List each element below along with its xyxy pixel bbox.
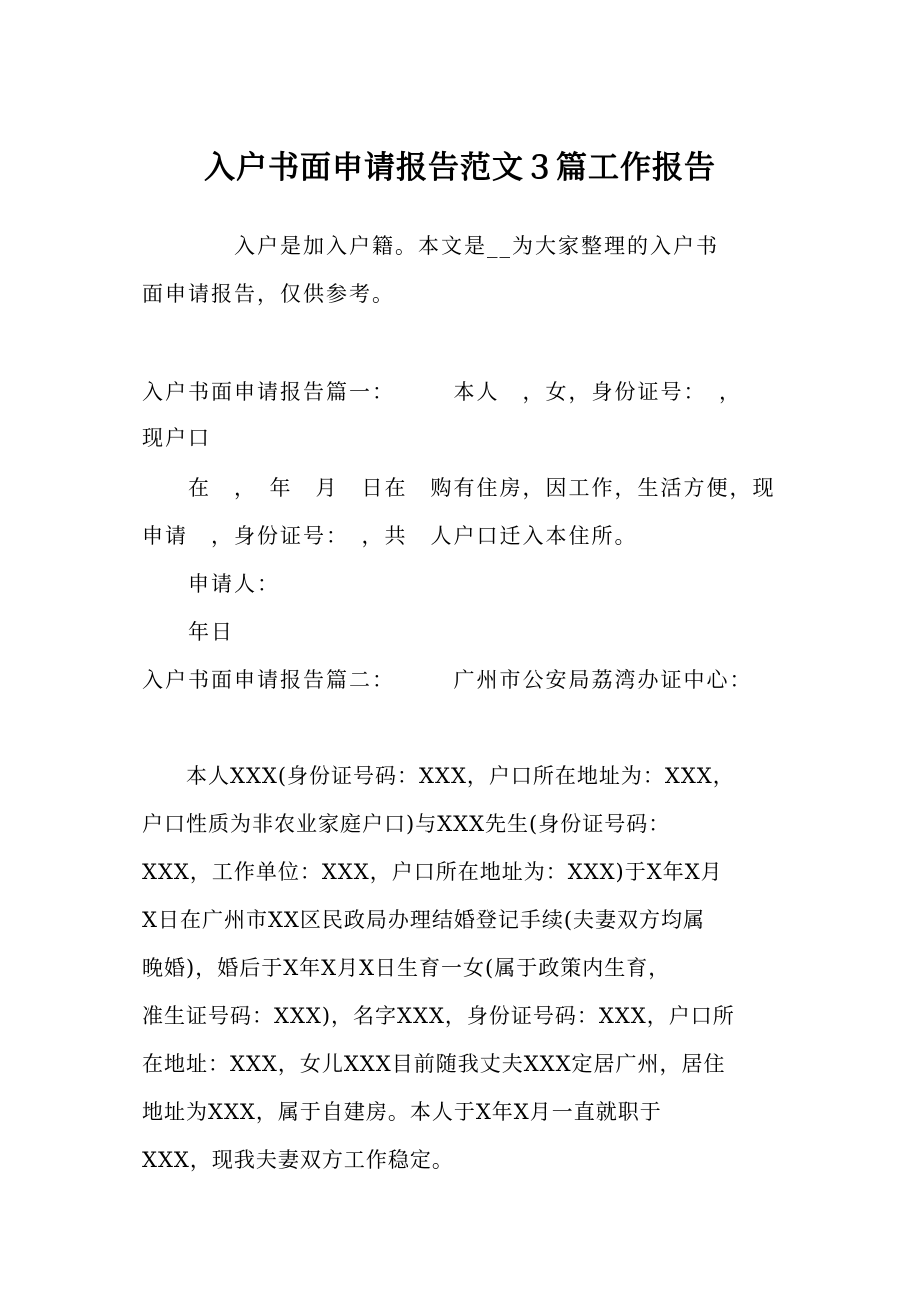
part-one-line-3: 在 ， 年 月 日在 购有住房，因工作，生活方便，现 [142,476,776,500]
date-line: 年日 [142,620,234,644]
intro-line-1: 入户是加入户籍。本文是__为大家整理的入户书 [142,234,719,258]
part-two-line-8: 地址为XXX，属于自建房。本人于X年X月一直就职于 [142,1100,662,1124]
part-two-line-1: 本人XXX(身份证号码：XXX，户口所在地址为：XXX， [142,764,735,788]
intro-line-2: 面申请报告，仅供参考。 [142,282,395,306]
part-one-heading-line: 入户书面申请报告篇一： 本人 ，女，身份证号： ， [142,380,742,404]
part-one-line-2: 现户口 [142,426,211,450]
part-one-line-4: 申请 ，身份证号： ，共 人户口迁入本住所。 [142,524,638,548]
part-two-line-5: 晚婚)，婚后于X年X月X日生育一女(属于政策内生育， [142,956,671,980]
part-two-line-7: 在地址：XXX，女儿XXX目前随我丈夫XXX定居广州，居住 [142,1052,726,1076]
part-two-heading-line: 入户书面申请报告篇二： 广州市公安局荔湾办证中心： [142,668,753,692]
document-title: 入户书面申请报告范文３篇工作报告 [204,150,716,186]
part-two-line-4: X日在广州市XX区民政局办理结婚登记手续(夫妻双方均属 [142,908,706,932]
part-two-line-6: 准生证号码：XXX)，名字XXX，身份证号码：XXX，户口所 [142,1004,735,1028]
part-two-line-9: XXX，现我夫妻双方工作稳定。 [142,1148,454,1172]
applicant-line: 申请人： [142,572,280,596]
part-two-line-3: XXX，工作单位：XXX，户口所在地址为：XXX)于X年X月 [142,860,723,884]
part-two-line-2: 户口性质为非农业家庭户口)与XXX先生(身份证号码： [142,812,671,836]
